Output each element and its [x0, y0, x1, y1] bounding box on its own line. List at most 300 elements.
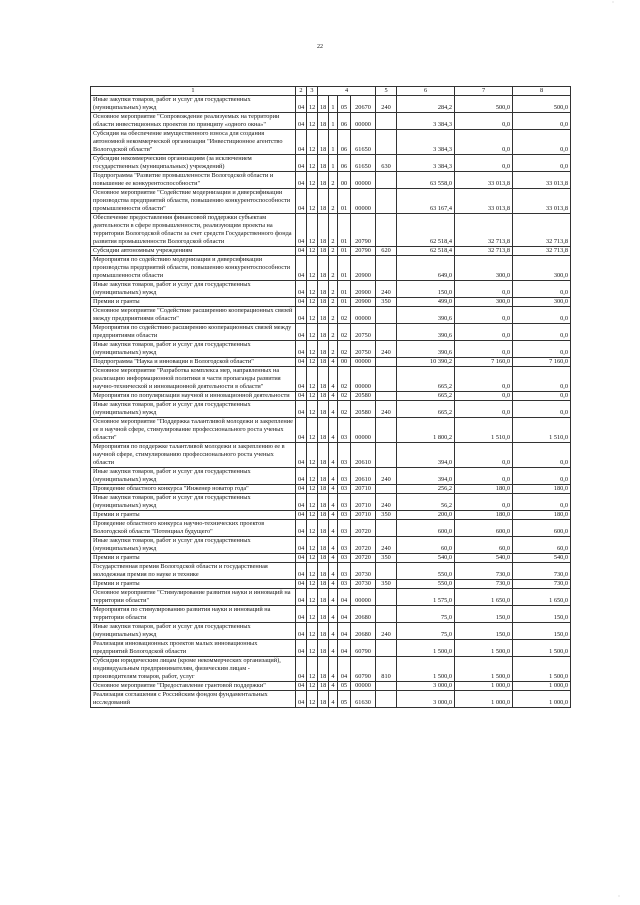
- row-name-cell: Мероприятия по популяризации научной и инновационной деятельности: [91, 392, 296, 401]
- row-value-cell: 4: [329, 401, 338, 418]
- table-row: [91, 96, 571, 113]
- row-value-cell: 00000: [351, 418, 376, 443]
- row-value-cell: 4: [329, 682, 338, 691]
- row-value-cell: 00000: [351, 307, 376, 324]
- row-value-cell: 20900: [351, 298, 376, 307]
- row-value-cell: 12: [307, 341, 318, 358]
- row-value-cell: 63 558,0: [397, 172, 455, 189]
- row-value-cell: 18: [318, 554, 329, 563]
- header-cell: 3: [307, 87, 318, 96]
- row-value-cell: 2: [329, 324, 338, 341]
- row-value-cell: 240: [376, 623, 397, 640]
- row-value-cell: 18: [318, 563, 329, 580]
- table-row: [91, 358, 571, 367]
- row-value-cell: 20900: [351, 256, 376, 281]
- row-name-cell: Иные закупки товаров, работ и услуг для государственных (муниципальных) нужд: [91, 401, 296, 418]
- row-value-cell: 04: [296, 494, 307, 511]
- row-value-cell: [376, 307, 397, 324]
- row-value-cell: 256,2: [397, 485, 455, 494]
- row-value-cell: 04: [296, 341, 307, 358]
- row-name-cell: Субсидии юридическим лицам (кроме некоммерческих организаций), индивидуальным предпринимателям, физическим лицам - производителям товаров, работ, услуг: [91, 657, 296, 682]
- row-value-cell: 04: [296, 623, 307, 640]
- row-value-cell: [376, 443, 397, 468]
- row-value-cell: 05: [338, 682, 351, 691]
- row-value-cell: 150,0: [513, 623, 571, 640]
- row-value-cell: [376, 113, 397, 130]
- row-value-cell: 0,0: [455, 367, 513, 392]
- table-row: [91, 189, 571, 214]
- row-value-cell: 00000: [351, 113, 376, 130]
- row-name-cell: Основное мероприятие "Предоставление грантовой поддержки": [91, 682, 296, 691]
- row-value-cell: 04: [296, 189, 307, 214]
- table-row: [91, 468, 571, 485]
- row-value-cell: 0,0: [513, 307, 571, 324]
- row-value-cell: 20610: [351, 443, 376, 468]
- row-value-cell: 12: [307, 443, 318, 468]
- row-value-cell: 12: [307, 563, 318, 580]
- row-value-cell: 18: [318, 324, 329, 341]
- row-value-cell: 18: [318, 494, 329, 511]
- row-value-cell: 03: [338, 520, 351, 537]
- table-row: [91, 256, 571, 281]
- row-value-cell: 1: [329, 113, 338, 130]
- row-value-cell: 4: [329, 691, 338, 708]
- row-value-cell: 05: [338, 691, 351, 708]
- row-value-cell: 240: [376, 341, 397, 358]
- row-value-cell: 0,0: [455, 113, 513, 130]
- row-value-cell: 4: [329, 563, 338, 580]
- row-value-cell: 4: [329, 520, 338, 537]
- row-value-cell: 1 500,0: [513, 657, 571, 682]
- row-value-cell: 03: [338, 485, 351, 494]
- row-value-cell: 12: [307, 96, 318, 113]
- row-value-cell: 0,0: [513, 324, 571, 341]
- table-row: [91, 657, 571, 682]
- row-value-cell: 4: [329, 485, 338, 494]
- row-value-cell: 03: [338, 563, 351, 580]
- row-value-cell: 02: [338, 367, 351, 392]
- row-value-cell: 665,2: [397, 392, 455, 401]
- row-value-cell: 240: [376, 537, 397, 554]
- row-value-cell: 18: [318, 247, 329, 256]
- row-name-cell: Иные закупки товаров, работ и услуг для государственных (муниципальных) нужд: [91, 468, 296, 485]
- row-value-cell: 18: [318, 606, 329, 623]
- row-value-cell: 33 013,8: [513, 172, 571, 189]
- row-value-cell: 1 000,0: [513, 691, 571, 708]
- row-value-cell: 04: [296, 563, 307, 580]
- row-value-cell: 04: [296, 358, 307, 367]
- row-value-cell: 390,6: [397, 307, 455, 324]
- scan-mark: ˈ: [618, 896, 620, 902]
- table-row: [91, 511, 571, 520]
- row-value-cell: 33 013,8: [455, 172, 513, 189]
- row-name-cell: Мероприятия по стимулированию развития науки и инноваций на территории области: [91, 606, 296, 623]
- table-row: [91, 494, 571, 511]
- header-row: [91, 87, 571, 96]
- row-value-cell: 04: [338, 640, 351, 657]
- row-value-cell: 150,0: [513, 606, 571, 623]
- row-value-cell: 03: [338, 537, 351, 554]
- row-value-cell: 18: [318, 358, 329, 367]
- row-value-cell: 60790: [351, 657, 376, 682]
- row-value-cell: 18: [318, 623, 329, 640]
- row-value-cell: 1 575,0: [397, 589, 455, 606]
- row-value-cell: 12: [307, 214, 318, 247]
- row-value-cell: 0,0: [513, 468, 571, 485]
- row-value-cell: 240: [376, 96, 397, 113]
- row-value-cell: 18: [318, 443, 329, 468]
- row-value-cell: 61630: [351, 691, 376, 708]
- row-value-cell: 18: [318, 511, 329, 520]
- table-row: [91, 281, 571, 298]
- row-value-cell: 00000: [351, 172, 376, 189]
- table-row: [91, 401, 571, 418]
- row-value-cell: 665,2: [397, 401, 455, 418]
- row-value-cell: 12: [307, 401, 318, 418]
- row-value-cell: 04: [296, 443, 307, 468]
- row-value-cell: 1 000,0: [455, 682, 513, 691]
- table-row: [91, 392, 571, 401]
- row-value-cell: 12: [307, 657, 318, 682]
- table-row: [91, 606, 571, 623]
- row-value-cell: 04: [296, 298, 307, 307]
- row-value-cell: 2: [329, 281, 338, 298]
- row-value-cell: 3 000,0: [397, 691, 455, 708]
- row-value-cell: 12: [307, 324, 318, 341]
- row-value-cell: 20710: [351, 511, 376, 520]
- header-cell: 4: [318, 87, 376, 96]
- row-value-cell: 18: [318, 485, 329, 494]
- row-value-cell: 0,0: [513, 443, 571, 468]
- row-value-cell: 1 510,0: [455, 418, 513, 443]
- row-name-cell: Субсидия на обеспечение имущественного взноса для создания автономной некоммерческой организации "Инвестиционное агентство Вологодской области": [91, 130, 296, 155]
- row-value-cell: 0,0: [455, 443, 513, 468]
- row-value-cell: 350: [376, 298, 397, 307]
- row-value-cell: 03: [338, 443, 351, 468]
- row-value-cell: 04: [338, 589, 351, 606]
- table-row: [91, 640, 571, 657]
- row-value-cell: 12: [307, 589, 318, 606]
- row-value-cell: 60,0: [513, 537, 571, 554]
- row-value-cell: 0,0: [455, 401, 513, 418]
- row-value-cell: 12: [307, 281, 318, 298]
- header-cell: 5: [376, 87, 397, 96]
- row-value-cell: 1 500,0: [513, 640, 571, 657]
- row-value-cell: 32 713,8: [513, 214, 571, 247]
- row-name-cell: Иные закупки товаров, работ и услуг для государственных (муниципальных) нужд: [91, 341, 296, 358]
- row-value-cell: 0,0: [513, 367, 571, 392]
- row-name-cell: Субсидии некоммерческим организациям (за исключением государственных (муниципальных) учреждений): [91, 155, 296, 172]
- row-value-cell: 04: [296, 520, 307, 537]
- row-value-cell: 0,0: [513, 130, 571, 155]
- table-row: [91, 172, 571, 189]
- table-row: [91, 130, 571, 155]
- table-row: [91, 563, 571, 580]
- row-value-cell: 20730: [351, 563, 376, 580]
- row-value-cell: 0,0: [455, 130, 513, 155]
- row-name-cell: Проведение областного конкурса научно-технических проектов Вологодской области "Потенциал будущего": [91, 520, 296, 537]
- header-cell: 8: [513, 87, 571, 96]
- row-value-cell: 00000: [351, 589, 376, 606]
- row-value-cell: [376, 640, 397, 657]
- row-value-cell: 02: [338, 401, 351, 418]
- row-value-cell: 60,0: [455, 537, 513, 554]
- row-value-cell: 12: [307, 682, 318, 691]
- row-value-cell: 01: [338, 189, 351, 214]
- row-value-cell: 4: [329, 554, 338, 563]
- row-value-cell: 04: [296, 401, 307, 418]
- row-value-cell: 61650: [351, 155, 376, 172]
- row-value-cell: 0,0: [455, 281, 513, 298]
- row-value-cell: 0,0: [513, 392, 571, 401]
- row-value-cell: 00: [338, 172, 351, 189]
- row-name-cell: Государственная премия Вологодской области и государственная молодежная премия по науке и технике: [91, 563, 296, 580]
- row-value-cell: 180,0: [513, 485, 571, 494]
- table-row: [91, 443, 571, 468]
- row-value-cell: 0,0: [513, 341, 571, 358]
- row-value-cell: 02: [338, 392, 351, 401]
- row-value-cell: 03: [338, 494, 351, 511]
- row-value-cell: 20720: [351, 537, 376, 554]
- row-value-cell: 18: [318, 589, 329, 606]
- row-value-cell: 04: [296, 281, 307, 298]
- row-value-cell: [376, 392, 397, 401]
- row-value-cell: 4: [329, 657, 338, 682]
- row-value-cell: 04: [296, 307, 307, 324]
- row-value-cell: 1 000,0: [455, 691, 513, 708]
- row-value-cell: 0,0: [513, 494, 571, 511]
- row-value-cell: 3 384,3: [397, 113, 455, 130]
- row-name-cell: Основное мероприятие "Содействие модернизации и диверсификации производства предприятий области, повышению конкурентоспособности промышленности области": [91, 189, 296, 214]
- table-row: [91, 623, 571, 640]
- row-value-cell: 240: [376, 494, 397, 511]
- row-value-cell: 600,0: [455, 520, 513, 537]
- row-value-cell: 04: [296, 691, 307, 708]
- table-row: [91, 155, 571, 172]
- row-value-cell: [376, 324, 397, 341]
- row-value-cell: 32 713,8: [455, 214, 513, 247]
- row-name-cell: Проведение областного конкурса "Инженер новатор года": [91, 485, 296, 494]
- row-value-cell: 730,0: [455, 580, 513, 589]
- row-value-cell: 03: [338, 580, 351, 589]
- row-value-cell: 200,0: [397, 511, 455, 520]
- row-value-cell: 10 390,2: [397, 358, 455, 367]
- row-name-cell: Премии и гранты: [91, 511, 296, 520]
- row-value-cell: 20750: [351, 341, 376, 358]
- row-value-cell: 4: [329, 468, 338, 485]
- table-row: [91, 580, 571, 589]
- row-value-cell: 04: [296, 172, 307, 189]
- row-value-cell: 20720: [351, 520, 376, 537]
- row-value-cell: 32 713,8: [513, 247, 571, 256]
- row-value-cell: 2: [329, 307, 338, 324]
- row-value-cell: 04: [338, 657, 351, 682]
- row-value-cell: 2: [329, 172, 338, 189]
- row-value-cell: 1 500,0: [455, 640, 513, 657]
- row-value-cell: 12: [307, 418, 318, 443]
- row-value-cell: 4: [329, 494, 338, 511]
- row-value-cell: [376, 485, 397, 494]
- row-value-cell: 00000: [351, 367, 376, 392]
- row-value-cell: 2: [329, 189, 338, 214]
- row-value-cell: 20580: [351, 401, 376, 418]
- row-value-cell: 04: [296, 485, 307, 494]
- row-value-cell: 12: [307, 606, 318, 623]
- row-name-cell: Иные закупки товаров, работ и услуг для государственных (муниципальных) нужд: [91, 96, 296, 113]
- header-cell: 1: [91, 87, 296, 96]
- row-value-cell: 18: [318, 640, 329, 657]
- row-value-cell: 0,0: [455, 307, 513, 324]
- row-value-cell: 1 500,0: [397, 640, 455, 657]
- row-name-cell: Иные закупки товаров, работ и услуг для государственных (муниципальных) нужд: [91, 537, 296, 554]
- row-value-cell: 3 384,3: [397, 155, 455, 172]
- row-value-cell: 1 000,0: [513, 682, 571, 691]
- row-value-cell: 18: [318, 691, 329, 708]
- row-value-cell: 12: [307, 358, 318, 367]
- row-value-cell: 2: [329, 298, 338, 307]
- row-value-cell: 12: [307, 485, 318, 494]
- row-value-cell: 18: [318, 580, 329, 589]
- row-value-cell: 300,0: [455, 298, 513, 307]
- row-value-cell: 240: [376, 468, 397, 485]
- row-value-cell: 2: [329, 341, 338, 358]
- row-value-cell: 20750: [351, 324, 376, 341]
- row-value-cell: 33 013,8: [455, 189, 513, 214]
- row-value-cell: 500,0: [513, 96, 571, 113]
- row-name-cell: Подпрограмма "Наука и инновации в Вологодской области": [91, 358, 296, 367]
- row-value-cell: 02: [338, 324, 351, 341]
- row-value-cell: 62 518,4: [397, 214, 455, 247]
- row-value-cell: 630: [376, 155, 397, 172]
- table-row: [91, 537, 571, 554]
- row-value-cell: [376, 563, 397, 580]
- row-value-cell: 12: [307, 113, 318, 130]
- row-value-cell: 390,6: [397, 341, 455, 358]
- row-value-cell: [376, 214, 397, 247]
- table-row: [91, 589, 571, 606]
- header-cell: 7: [455, 87, 513, 96]
- row-value-cell: 04: [296, 554, 307, 563]
- row-name-cell: Мероприятия по содействию модернизации и диверсификации производства предприятий области, повышению конкурентоспособности промышленности области: [91, 256, 296, 281]
- row-value-cell: 0,0: [513, 281, 571, 298]
- row-name-cell: Реализация соглашения с Российским фондом фундаментальных исследований: [91, 691, 296, 708]
- row-value-cell: 04: [296, 537, 307, 554]
- row-value-cell: 150,0: [455, 606, 513, 623]
- row-value-cell: 4: [329, 358, 338, 367]
- row-value-cell: 12: [307, 537, 318, 554]
- row-value-cell: 12: [307, 623, 318, 640]
- row-value-cell: 18: [318, 256, 329, 281]
- row-name-cell: Премии и гранты: [91, 554, 296, 563]
- row-name-cell: Реализация инновационных проектов малых инновационных предприятий Вологодской области: [91, 640, 296, 657]
- row-value-cell: 2: [329, 256, 338, 281]
- row-value-cell: 730,0: [513, 563, 571, 580]
- row-value-cell: 649,0: [397, 256, 455, 281]
- header-cell: 2: [296, 87, 307, 96]
- row-value-cell: 4: [329, 640, 338, 657]
- row-value-cell: 1: [329, 155, 338, 172]
- row-value-cell: 12: [307, 580, 318, 589]
- row-name-cell: Мероприятия по поддержке талантливой молодежи и закреплению ее в научной сфере, стимулированию профессионального роста ученых области: [91, 443, 296, 468]
- row-value-cell: 18: [318, 537, 329, 554]
- row-name-cell: Премии и гранты: [91, 298, 296, 307]
- row-value-cell: 32 713,8: [455, 247, 513, 256]
- row-value-cell: 540,0: [455, 554, 513, 563]
- row-value-cell: 0,0: [455, 341, 513, 358]
- row-value-cell: 04: [296, 130, 307, 155]
- row-value-cell: 0,0: [455, 468, 513, 485]
- row-value-cell: 18: [318, 392, 329, 401]
- row-value-cell: 12: [307, 307, 318, 324]
- row-value-cell: 4: [329, 589, 338, 606]
- table-row: [91, 520, 571, 537]
- row-name-cell: Основное мероприятие "Поддержка талантливой молодежи и закрепление ее в научной сфере, стимулирование профессионального роста ученых области": [91, 418, 296, 443]
- scan-mark: ˈ: [612, 2, 614, 8]
- row-value-cell: 00000: [351, 189, 376, 214]
- row-value-cell: 620: [376, 247, 397, 256]
- row-value-cell: 1 500,0: [397, 657, 455, 682]
- row-value-cell: 01: [338, 298, 351, 307]
- row-value-cell: 150,0: [455, 623, 513, 640]
- row-value-cell: 18: [318, 172, 329, 189]
- row-value-cell: 00000: [351, 682, 376, 691]
- row-name-cell: Мероприятия по содействию расширению кооперационных связей между предприятиями области: [91, 324, 296, 341]
- row-value-cell: 0,0: [513, 401, 571, 418]
- row-value-cell: 12: [307, 298, 318, 307]
- row-value-cell: 300,0: [513, 256, 571, 281]
- row-value-cell: 4: [329, 418, 338, 443]
- row-name-cell: Обеспечение предоставления финансовой поддержки субъектам деятельности в сфере промышленности, реализующим проекты на территории Вологодской области за счет средств Государственного фонда развития промышленности Вологодской области: [91, 214, 296, 247]
- row-value-cell: 18: [318, 418, 329, 443]
- row-value-cell: 0,0: [455, 155, 513, 172]
- row-value-cell: 300,0: [455, 256, 513, 281]
- row-value-cell: 04: [296, 468, 307, 485]
- row-value-cell: 12: [307, 468, 318, 485]
- row-name-cell: Основное мероприятие "Содействие расширению кооперационных связей между предприятиями области": [91, 307, 296, 324]
- row-value-cell: 600,0: [397, 520, 455, 537]
- row-value-cell: 12: [307, 130, 318, 155]
- row-name-cell: Иные закупки товаров, работ и услуг для государственных (муниципальных) нужд: [91, 623, 296, 640]
- row-value-cell: 284,2: [397, 96, 455, 113]
- row-value-cell: 20710: [351, 485, 376, 494]
- table-row: [91, 113, 571, 130]
- row-value-cell: 04: [296, 606, 307, 623]
- row-value-cell: 18: [318, 96, 329, 113]
- row-value-cell: 3 384,3: [397, 130, 455, 155]
- row-value-cell: 1 800,2: [397, 418, 455, 443]
- row-value-cell: 04: [338, 623, 351, 640]
- row-value-cell: 810: [376, 657, 397, 682]
- row-value-cell: 18: [318, 307, 329, 324]
- row-value-cell: 04: [296, 511, 307, 520]
- row-value-cell: 18: [318, 468, 329, 485]
- row-value-cell: 390,6: [397, 324, 455, 341]
- row-value-cell: 03: [338, 418, 351, 443]
- row-value-cell: 12: [307, 247, 318, 256]
- row-value-cell: 63 167,4: [397, 189, 455, 214]
- row-value-cell: 00000: [351, 358, 376, 367]
- row-value-cell: 12: [307, 367, 318, 392]
- row-value-cell: 730,0: [455, 563, 513, 580]
- row-value-cell: 04: [296, 256, 307, 281]
- row-value-cell: 12: [307, 392, 318, 401]
- row-value-cell: 33 013,8: [513, 189, 571, 214]
- row-value-cell: 12: [307, 640, 318, 657]
- row-value-cell: [376, 130, 397, 155]
- row-value-cell: 18: [318, 130, 329, 155]
- row-value-cell: 4: [329, 367, 338, 392]
- row-value-cell: 4: [329, 606, 338, 623]
